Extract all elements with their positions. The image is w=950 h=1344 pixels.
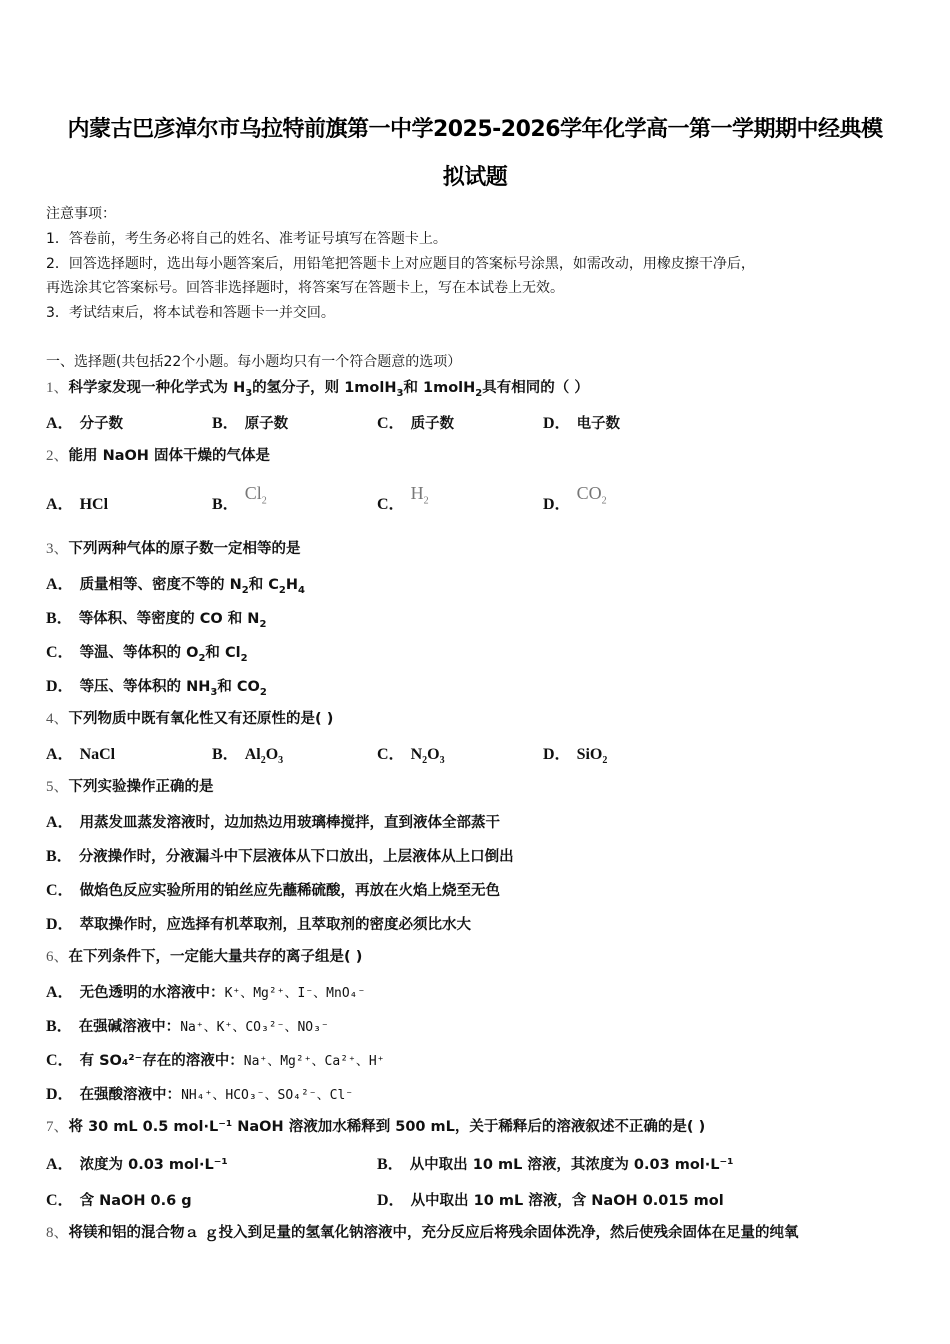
page-title-continued: 拟试题 (442, 165, 508, 190)
option-c: C． 质子数 (377, 415, 455, 432)
option-b: B． $Al_2O_3$ (212, 746, 284, 767)
question-1 (46, 376, 589, 397)
question-number: 8、 (46, 1225, 69, 1241)
question-number: 6、 (46, 949, 69, 965)
question-4 (46, 707, 333, 728)
option-a: A． 浓度为 0.03 mol·L⁻¹ (46, 1156, 228, 1173)
page-title: 内蒙古巴彦淖尔市乌拉特前旗第一中学2025-2026学年化学高一第一学期期中经典模 (67, 117, 883, 142)
option-a: A． 质量相等、密度不等的 $N_2$和 $C_2H_4$ (46, 576, 305, 596)
option-d: D． SiO$_2$ (543, 746, 608, 767)
option-b: B． 在强碱溶液中：Na⁺、K⁺、CO₃²⁻、NO₃⁻ (46, 1018, 329, 1035)
option-d: D． 电子数 (543, 415, 621, 432)
question-5 (46, 775, 214, 796)
question-text: 下列实验操作正确的是 (68, 779, 214, 795)
option-b: B．$Cl_2$ (212, 483, 267, 513)
question-text: 能用 NaOH 固体干燥的气体是 (68, 448, 270, 464)
question-text: 下列物质中既有氧化性又有还原性的是( ) (68, 711, 334, 727)
question-text: 将 30 mL 0.5 mol·L⁻¹ NaOH 溶液加水稀释到 500 mL，关于稀释后的溶液叙述不正确的是( ) (68, 1119, 706, 1135)
option-b: B． 分液操作时，分液漏斗中下层液体从下口放出，上层液体从上口倒出 (46, 848, 514, 865)
option-a: A． 用蒸发皿蒸发溶液时，边加热边用玻璃棒搅拌，直到液体全部蒸干 (46, 814, 501, 831)
option-c: C． 含 NaOH 0.6 g (46, 1192, 192, 1209)
question-text: 将镁和铝的混合物ａ ｇ投入到足量的氢氧化钠溶液中，充分反应后将残余固体洗净，然后使残余固体在足量的纯氧 (68, 1225, 799, 1241)
notes-heading: 注意事项： (46, 206, 116, 222)
question-3 (46, 537, 301, 558)
note-item: 3．考试结束后，将本试卷和答题卡一并交回。 (46, 305, 335, 321)
option-a: A． NaCl (46, 746, 116, 763)
note-item: 再选涂其它答案标号。回答非选择题时，将答案写在答题卡上，写在本试卷上无效。 (46, 280, 564, 296)
question-number: 4、 (46, 711, 69, 727)
option-c: C． $N_2O_3$ (377, 746, 445, 767)
question-6 (46, 945, 362, 966)
question-8 (46, 1221, 799, 1242)
note-item: 1．答卷前，考生务必将自己的姓名、准考证号填写在答题卡上。 (46, 231, 447, 247)
option-d: D． 萃取操作时，应选择有机萃取剂，且萃取剂的密度必须比水大 (46, 916, 472, 933)
question-number: 7、 (46, 1119, 69, 1135)
option-c: C． 有 SO₄²⁻存在的溶液中：Na⁺、Mg²⁺、Ca²⁺、H⁺ (46, 1052, 385, 1069)
question-text: 下列两种气体的原子数一定相等的是 (68, 541, 301, 557)
option-a: A． 分子数 (46, 415, 124, 432)
question-text: 科学家发现一种化学式为 $H_3$的氢分子，则 1molH$_3$和 1molH$_2$具有相同的（ ） (68, 380, 589, 399)
question-number: 3、 (46, 541, 69, 557)
question-2 (46, 444, 270, 465)
option-d: D．$CO_2$ (543, 483, 607, 513)
option-d: D． 等压、等体积的 $NH_3$和 $CO_2$ (46, 678, 267, 698)
section-heading: 一、选择题(共包括22个小题。每小题均只有一个符合题意的选项） (46, 354, 462, 370)
option-c: C．$H_2$ (377, 483, 429, 513)
question-number: 1、 (46, 380, 69, 396)
question-text: 在下列条件下，一定能大量共存的离子组是( ) (68, 949, 363, 965)
question-7 (46, 1115, 705, 1136)
option-d: D． 在强酸溶液中：NH₄⁺、HCO₃⁻、SO₄²⁻、Cl⁻ (46, 1086, 354, 1103)
option-b: B． 等体积、等密度的 CO 和 $N_2$ (46, 610, 267, 630)
question-number: 5、 (46, 779, 69, 795)
option-a: A． HCl (46, 496, 109, 513)
option-d: D． 从中取出 10 mL 溶液，含 NaOH 0.015 mol (377, 1192, 724, 1209)
option-c: C． 等温、等体积的 $O_2$和 $Cl_2$ (46, 644, 248, 664)
option-b: B． 原子数 (212, 415, 289, 432)
option-c: C． 做焰色反应实验所用的铂丝应先蘸稀硫酸，再放在火焰上烧至无色 (46, 882, 501, 899)
option-a: A． 无色透明的水溶液中：K⁺、Mg²⁺、I⁻、MnO₄⁻ (46, 984, 366, 1001)
question-number: 2、 (46, 448, 69, 464)
option-b: B． 从中取出 10 mL 溶液，其浓度为 0.03 mol·L⁻¹ (377, 1156, 734, 1173)
note-item: 2．回答选择题时，选出每小题答案后，用铅笔把答题卡上对应题目的答案标号涂黑，如需改动，用橡皮擦干净后， (46, 256, 755, 272)
